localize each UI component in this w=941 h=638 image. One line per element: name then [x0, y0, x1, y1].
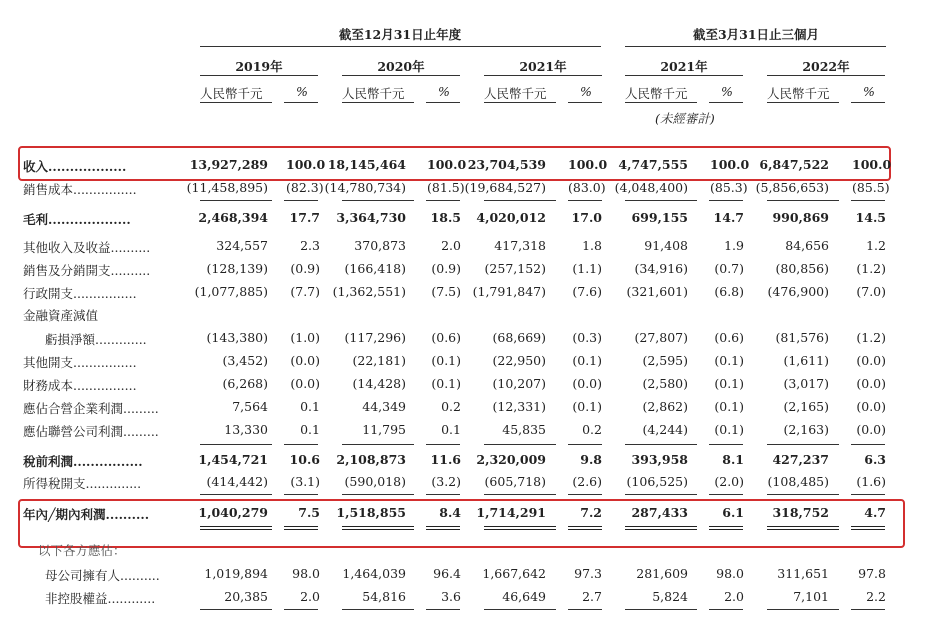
percent-cell: 98.0 [292, 566, 320, 581]
percent-cell: (0.1) [714, 353, 744, 368]
percent-cell: (0.0) [856, 399, 886, 414]
percent-cell: (83.0) [568, 180, 606, 195]
year-rule [342, 75, 460, 76]
percent-cell: (3.1) [290, 474, 320, 489]
percent-cell: 100.0 [568, 157, 608, 172]
row-label: 虧損淨額............. [45, 332, 147, 347]
amount-cell: 1,019,894 [204, 566, 268, 581]
subtotal-rule [709, 494, 743, 495]
row-label: 其他開支................ [23, 355, 137, 370]
subtotal-rule [568, 494, 602, 495]
amount-cell: (1,362,551) [332, 284, 406, 299]
percent-cell: 0.1 [300, 422, 320, 437]
amount-cell: (590,018) [344, 474, 406, 489]
amount-cell: 427,237 [772, 452, 829, 467]
amount-cell: 699,155 [631, 210, 688, 225]
percent-rule [426, 102, 460, 103]
amount-cell: (14,428) [352, 376, 406, 391]
total-double-rule [709, 526, 743, 530]
subtotal-rule [851, 444, 885, 445]
amount-cell: 4,020,012 [476, 210, 546, 225]
subtotal-rule [342, 200, 414, 201]
percent-cell: (0.0) [290, 353, 320, 368]
total-double-rule [851, 526, 885, 530]
percent-cell: (0.1) [714, 376, 744, 391]
subtotal-rule [200, 444, 272, 445]
amount-cell: (80,856) [775, 261, 829, 276]
amount-cell: 311,651 [777, 566, 829, 581]
amount-cell: (166,418) [344, 261, 406, 276]
percent-cell: 10.6 [289, 452, 320, 467]
amount-cell: 1,714,291 [476, 505, 546, 520]
amount-cell: (2,165) [783, 399, 829, 414]
amount-cell: (14,780,734) [324, 180, 406, 195]
unit-rule [342, 102, 414, 103]
percent-cell: 1.8 [582, 238, 602, 253]
percent-cell: (3.2) [431, 474, 461, 489]
subtotal-rule [625, 609, 697, 610]
row-label: 收入.................. [23, 159, 127, 174]
amount-cell: 45,835 [502, 422, 546, 437]
unit-rule [625, 102, 697, 103]
year-header-2019: 2019年 [235, 59, 283, 74]
row-label: 應佔聯營公司利潤......... [23, 424, 159, 439]
subtotal-rule [284, 609, 318, 610]
total-double-rule [426, 526, 460, 530]
subtotal-rule [767, 609, 839, 610]
percent-label: % [580, 84, 592, 99]
amount-cell: (106,525) [626, 474, 688, 489]
percent-cell: 2.7 [582, 589, 602, 604]
total-double-rule [484, 526, 556, 530]
total-double-rule [342, 526, 414, 530]
amount-cell: 1,518,855 [336, 505, 406, 520]
amount-cell: (143,380) [206, 330, 268, 345]
amount-cell: 2,468,394 [198, 210, 268, 225]
subtotal-rule [568, 444, 602, 445]
unit-rule [484, 102, 556, 103]
subtotal-rule [767, 444, 839, 445]
amount-cell: 281,609 [636, 566, 688, 581]
amount-cell: 2,320,009 [476, 452, 546, 467]
subtotal-rule [284, 444, 318, 445]
row-label: 所得稅開支.............. [23, 476, 142, 491]
total-double-rule [284, 526, 318, 530]
amount-cell: 4,747,555 [618, 157, 688, 172]
subtotal-rule [851, 609, 885, 610]
amount-cell: 1,667,642 [482, 566, 546, 581]
subtotal-rule [767, 200, 839, 201]
amount-cell: (10,207) [492, 376, 546, 391]
amount-cell: (2,580) [642, 376, 688, 391]
amount-cell: 91,408 [644, 238, 688, 253]
amount-cell: (2,862) [642, 399, 688, 414]
subtotal-rule [342, 609, 414, 610]
quarter-period-header: 截至3月31日止三個月 [692, 27, 820, 42]
percent-rule [851, 102, 885, 103]
percent-cell: 0.1 [300, 399, 320, 414]
amount-cell: (128,139) [206, 261, 268, 276]
percent-cell: 2.0 [441, 238, 461, 253]
percent-cell: (0.0) [290, 376, 320, 391]
amount-cell: (4,048,400) [614, 180, 688, 195]
percent-label: % [296, 84, 308, 99]
percent-cell: (82.3) [286, 180, 324, 195]
percent-cell: 1.2 [866, 238, 886, 253]
percent-cell: (0.6) [431, 330, 461, 345]
percent-cell: 100.0 [286, 157, 326, 172]
percent-cell: (0.1) [431, 376, 461, 391]
row-label: 年內╱期內利潤.......... [23, 507, 150, 522]
amount-cell: (2,595) [642, 353, 688, 368]
amount-cell: 1,464,039 [342, 566, 406, 581]
percent-cell: 100.0 [710, 157, 750, 172]
subtotal-rule [625, 200, 697, 201]
percent-cell: (0.1) [714, 422, 744, 437]
subtotal-rule [709, 444, 743, 445]
amount-cell: 287,433 [631, 505, 688, 520]
percent-cell: 17.7 [289, 210, 320, 225]
percent-cell: (7.5) [431, 284, 461, 299]
percent-cell: (2.0) [714, 474, 744, 489]
amount-cell: 54,816 [362, 589, 406, 604]
subtotal-rule [767, 494, 839, 495]
amount-cell: 23,704,539 [467, 157, 546, 172]
subtotal-rule [426, 609, 460, 610]
year-header-2022-q: 2022年 [802, 59, 850, 74]
percent-cell: 2.2 [866, 589, 886, 604]
amount-cell: 18,145,464 [327, 157, 406, 172]
amount-cell: (257,152) [484, 261, 546, 276]
row-label: 銷售及分銷開支.......... [23, 263, 151, 278]
percent-cell: (0.9) [290, 261, 320, 276]
percent-cell: (0.1) [714, 399, 744, 414]
year-rule [484, 75, 602, 76]
amount-cell: (321,601) [626, 284, 688, 299]
row-label: 金融資產減值 [23, 308, 99, 323]
total-double-rule [200, 526, 272, 530]
amount-cell: 84,656 [785, 238, 829, 253]
percent-cell: (1.1) [572, 261, 602, 276]
percent-cell: 0.2 [582, 422, 602, 437]
amount-cell: (11,458,895) [186, 180, 268, 195]
percent-cell: (0.1) [572, 399, 602, 414]
percent-cell: 98.0 [716, 566, 744, 581]
annual-header-rule [200, 46, 601, 47]
amount-cell: (6,268) [222, 376, 268, 391]
subtotal-rule [851, 200, 885, 201]
percent-label: % [438, 84, 450, 99]
row-label: 母公司擁有人.......... [45, 568, 160, 583]
percent-cell: 18.5 [430, 210, 461, 225]
percent-cell: (0.0) [856, 422, 886, 437]
percent-cell: 96.4 [433, 566, 461, 581]
total-double-rule [568, 526, 602, 530]
amount-cell: (3,452) [222, 353, 268, 368]
percent-cell: (1.0) [290, 330, 320, 345]
percent-cell: 3.6 [441, 589, 461, 604]
year-rule [200, 75, 318, 76]
amount-cell: (22,950) [492, 353, 546, 368]
annual-period-header: 截至12月31日止年度 [338, 27, 462, 42]
row-label: 其他收入及收益.......... [23, 240, 151, 255]
percent-cell: 8.4 [439, 505, 461, 520]
quarter-header-rule [625, 46, 886, 47]
amount-cell: (3,017) [783, 376, 829, 391]
amount-cell: (117,296) [344, 330, 406, 345]
percent-cell: 0.2 [441, 399, 461, 414]
subtotal-rule [851, 494, 885, 495]
percent-cell: 2.0 [300, 589, 320, 604]
percent-rule [709, 102, 743, 103]
percent-cell: 7.2 [580, 505, 602, 520]
unit-label: 人民幣千元 [342, 86, 405, 101]
amount-cell: 370,873 [354, 238, 406, 253]
percent-cell: (81.5) [427, 180, 465, 195]
year-rule [767, 75, 885, 76]
amount-cell: (81,576) [775, 330, 829, 345]
unit-label: 人民幣千元 [484, 86, 547, 101]
row-label: 銷售成本................ [23, 182, 137, 197]
amount-cell: (34,916) [634, 261, 688, 276]
percent-cell: (7.0) [856, 284, 886, 299]
percent-rule [284, 102, 318, 103]
amount-cell: (414,442) [206, 474, 268, 489]
amount-cell: (476,900) [767, 284, 829, 299]
amount-cell: (1,791,847) [472, 284, 546, 299]
percent-cell: (0.0) [856, 353, 886, 368]
percent-cell: 97.8 [858, 566, 886, 581]
year-header-2021: 2021年 [519, 59, 567, 74]
unit-rule [767, 102, 839, 103]
amount-cell: (12,331) [492, 399, 546, 414]
percent-cell: (0.1) [572, 353, 602, 368]
percent-label: % [721, 84, 733, 99]
amount-cell: 13,330 [224, 422, 268, 437]
row-label: 行政開支................ [23, 286, 137, 301]
year-header-2021-q: 2021年 [660, 59, 708, 74]
amount-cell: 5,824 [652, 589, 688, 604]
year-rule [625, 75, 743, 76]
percent-cell: 100.0 [852, 157, 892, 172]
amount-cell: 13,927,289 [189, 157, 268, 172]
amount-cell: (4,244) [642, 422, 688, 437]
unit-label: 人民幣千元 [625, 86, 688, 101]
subtotal-rule [284, 200, 318, 201]
amount-cell: 7,564 [232, 399, 268, 414]
subtotal-rule [568, 609, 602, 610]
amount-cell: (22,181) [352, 353, 406, 368]
percent-cell: (0.0) [572, 376, 602, 391]
percent-cell: 1.9 [724, 238, 744, 253]
amount-cell: 7,101 [793, 589, 829, 604]
unit-rule [200, 102, 272, 103]
row-label: 毛利................... [23, 212, 131, 227]
amount-cell: 1,040,279 [198, 505, 268, 520]
unit-label: 人民幣千元 [200, 86, 263, 101]
subtotal-rule [426, 444, 460, 445]
amount-cell: 46,649 [502, 589, 546, 604]
percent-cell: (0.3) [572, 330, 602, 345]
row-label: 非控股權益............ [45, 591, 156, 606]
amount-cell: (19,684,527) [464, 180, 546, 195]
percent-cell: (85.3) [710, 180, 748, 195]
subtotal-rule [200, 200, 272, 201]
subtotal-rule [709, 200, 743, 201]
percent-cell: 6.1 [722, 505, 744, 520]
percent-cell: 2.3 [300, 238, 320, 253]
amount-cell: (27,807) [634, 330, 688, 345]
subtotal-rule [484, 200, 556, 201]
amount-cell: 324,557 [216, 238, 268, 253]
amount-cell: 393,958 [631, 452, 688, 467]
row-label: 應佔合營企業利潤......... [23, 401, 159, 416]
amount-cell: 318,752 [772, 505, 829, 520]
percent-cell: (1.2) [856, 261, 886, 276]
percent-cell: 17.0 [571, 210, 602, 225]
amount-cell: 417,318 [494, 238, 546, 253]
amount-cell: 20,385 [224, 589, 268, 604]
amount-cell: (108,485) [767, 474, 829, 489]
subtotal-rule [625, 494, 697, 495]
subtotal-rule [625, 444, 697, 445]
amount-cell: 3,364,730 [336, 210, 406, 225]
year-header-2020: 2020年 [377, 59, 425, 74]
subtotal-rule [200, 609, 272, 610]
subtotal-rule [484, 494, 556, 495]
amount-cell: 6,847,522 [759, 157, 829, 172]
amount-cell: (5,856,653) [755, 180, 829, 195]
subtotal-rule [284, 494, 318, 495]
percent-cell: 97.3 [574, 566, 602, 581]
percent-cell: 11.6 [430, 452, 461, 467]
percent-cell: (1.2) [856, 330, 886, 345]
row-label: 以下各方應佔： [38, 543, 126, 558]
subtotal-rule [342, 444, 414, 445]
subtotal-rule [484, 444, 556, 445]
subtotal-rule [568, 200, 602, 201]
percent-cell: 0.1 [441, 422, 461, 437]
amount-cell: 11,795 [362, 422, 406, 437]
percent-cell: 2.0 [724, 589, 744, 604]
percent-cell: 4.7 [864, 505, 886, 520]
percent-cell: (6.8) [714, 284, 744, 299]
row-label: 財務成本................ [23, 378, 137, 393]
percent-cell: (7.6) [572, 284, 602, 299]
unaudited-note: (未經審計) [655, 111, 715, 126]
percent-cell: 6.3 [864, 452, 886, 467]
percent-cell: (0.0) [856, 376, 886, 391]
amount-cell: (1,077,885) [194, 284, 268, 299]
subtotal-rule [200, 494, 272, 495]
percent-cell: 8.1 [722, 452, 744, 467]
percent-cell: (0.6) [714, 330, 744, 345]
amount-cell: 1,454,721 [198, 452, 268, 467]
subtotal-rule [342, 494, 414, 495]
percent-cell: (7.7) [290, 284, 320, 299]
unit-label: 人民幣千元 [767, 86, 830, 101]
percent-cell: (0.1) [431, 353, 461, 368]
percent-cell: (85.5) [852, 180, 890, 195]
amount-cell: 44,349 [362, 399, 406, 414]
total-double-rule [767, 526, 839, 530]
percent-cell: (1.6) [856, 474, 886, 489]
row-label: 稅前利潤................ [23, 454, 143, 469]
percent-label: % [863, 84, 875, 99]
percent-cell: 7.5 [298, 505, 320, 520]
percent-cell: (0.9) [431, 261, 461, 276]
amount-cell: (2,163) [783, 422, 829, 437]
amount-cell: 990,869 [772, 210, 829, 225]
total-double-rule [625, 526, 697, 530]
percent-rule [568, 102, 602, 103]
subtotal-rule [709, 609, 743, 610]
amount-cell: (68,669) [492, 330, 546, 345]
percent-cell: 14.7 [713, 210, 744, 225]
amount-cell: (605,718) [484, 474, 546, 489]
percent-cell: (0.7) [714, 261, 744, 276]
amount-cell: 2,108,873 [336, 452, 406, 467]
subtotal-rule [426, 200, 460, 201]
percent-cell: 100.0 [427, 157, 467, 172]
percent-cell: 9.8 [580, 452, 602, 467]
subtotal-rule [484, 609, 556, 610]
percent-cell: (2.6) [572, 474, 602, 489]
amount-cell: (1,611) [783, 353, 829, 368]
percent-cell: 14.5 [855, 210, 886, 225]
subtotal-rule [426, 494, 460, 495]
